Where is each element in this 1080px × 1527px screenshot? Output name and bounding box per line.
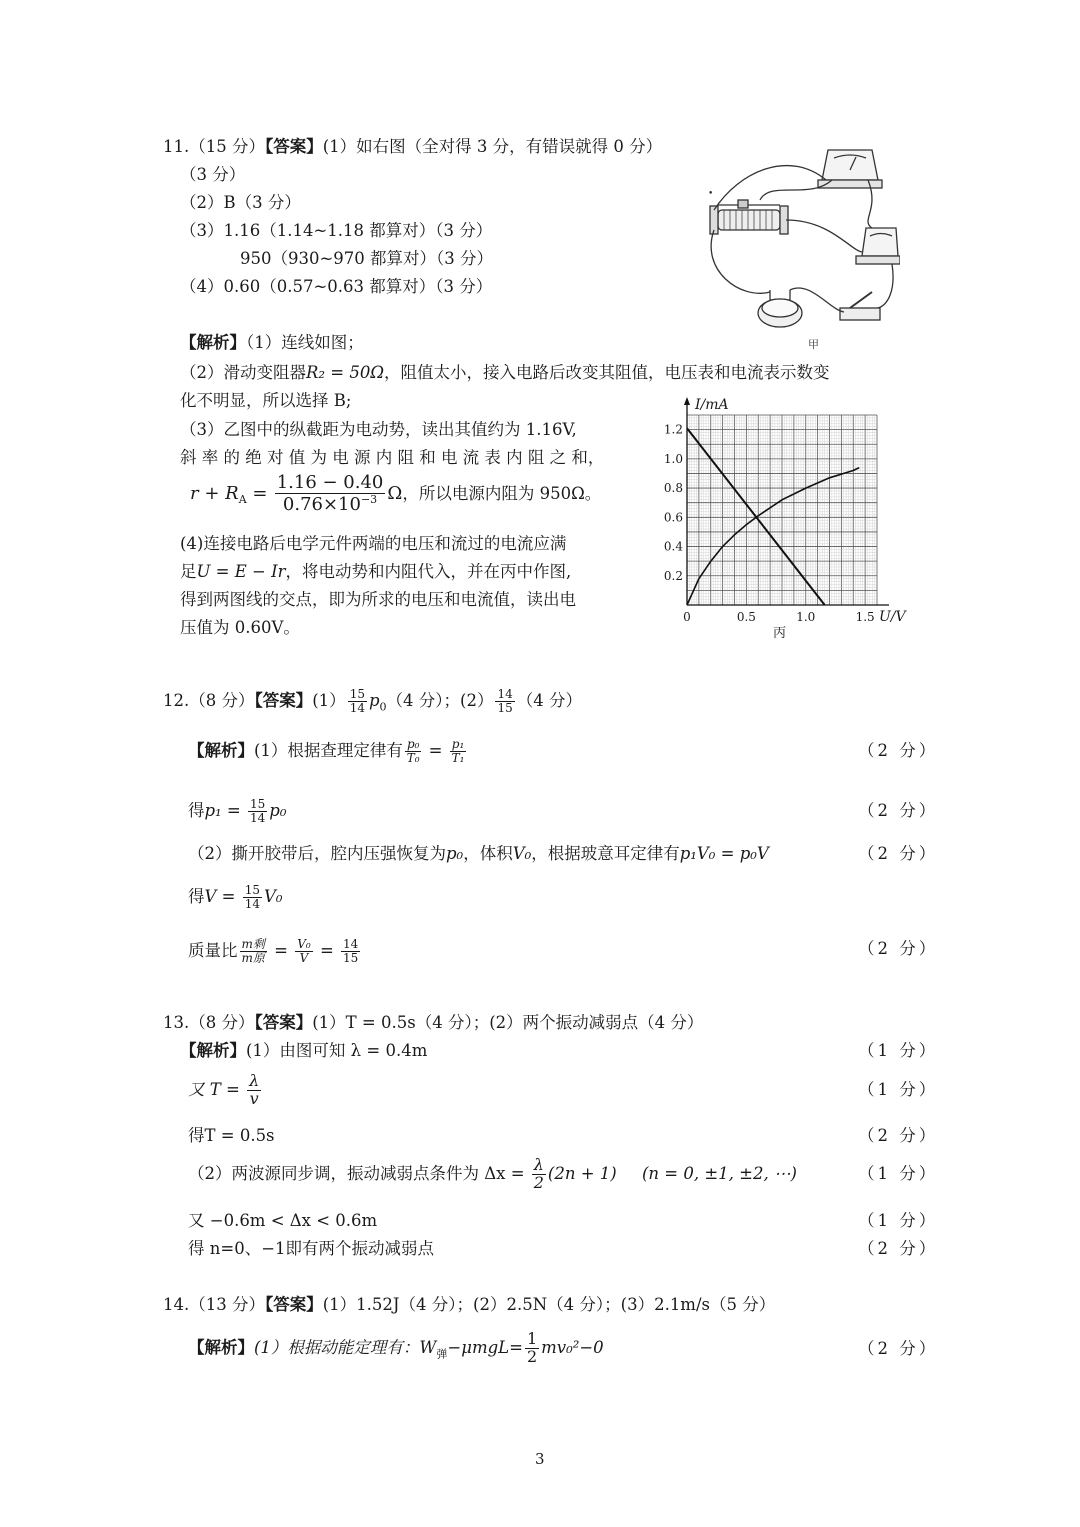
q13-analysis-5-points: （1 分）	[858, 1211, 939, 1230]
fraction-denominator: 14	[244, 897, 261, 911]
formula-fraction	[275, 474, 386, 515]
fraction	[240, 938, 267, 964]
fraction-denominator: v	[249, 1089, 259, 1108]
answer-label: 【答案】	[265, 137, 323, 156]
q14-answer-text: (1）1.52J（4 分）；(2）2.5N（4 分）；(3）2.1m/s（5 分）	[322, 1295, 776, 1314]
svg-text:•: •	[708, 189, 714, 199]
q12-analysis-3-p0: p₀	[446, 844, 464, 863]
q11-answer-4: （4）0.60（0.57~0.63 都算对）（3 分）	[180, 277, 493, 296]
q13-analysis-5: 又 −0.6m < Δx < 0.6m	[188, 1211, 378, 1230]
analysis-label: 【解析】	[188, 1338, 254, 1357]
fraction-denominator: T₀	[406, 751, 420, 765]
fraction-numerator: 15	[244, 883, 261, 898]
q13-answer-text: (1）T = 0.5s（4 分）；(2）两个振动减弱点（4 分）	[312, 1013, 704, 1032]
fraction	[532, 1157, 546, 1192]
q13-analysis-4-post: (2n + 1)	[547, 1164, 617, 1183]
y-tick-label: 1.0	[663, 451, 683, 466]
q12-analysis-5	[188, 934, 362, 968]
answer-label: 【答案】	[254, 691, 313, 710]
formula-post: ，所以电源内阻为 950Ω。	[402, 483, 602, 503]
fraction-numerator: p₁	[451, 737, 465, 752]
formula-equals: =	[246, 482, 268, 504]
q13-score: （8 分）	[189, 1013, 255, 1032]
q12-score: （8 分）	[189, 691, 255, 710]
x-tick-label: 1.0	[796, 610, 816, 624]
q12-analysis-4-pre: 得	[188, 887, 205, 906]
fraction-numerator: 15	[349, 687, 365, 702]
q11-analysis-2-post: ，阻值太小，接入电路后改变其阻值，电压表和电流表示数变	[384, 363, 830, 382]
fraction-denominator: m原	[241, 951, 265, 965]
q12-analysis-1-pre: (1）根据查理定律有	[254, 741, 403, 760]
y-axis-label: I/mA	[695, 397, 729, 413]
fraction-denominator: 15	[497, 701, 513, 715]
fraction-denominator: 15	[343, 951, 359, 965]
q14-analysis-1-mid: −μmgL=	[447, 1338, 523, 1357]
q11-number: 11.	[163, 137, 190, 156]
q12-analysis-3-formula: p₁V₀ = p₀V	[679, 844, 769, 863]
q12-analysis-3-points: （2 分）	[858, 844, 939, 863]
fraction-denominator: T₁	[451, 751, 465, 765]
q11-analysis-3b: 斜 率 的 绝 对 值 为 电 源 内 阻 和 电 流 表 内 阻 之 和，	[180, 448, 605, 467]
q11-answer-1-score: （3 分）	[180, 165, 246, 184]
q12-answer-1-var: p	[368, 691, 380, 710]
equals: =	[314, 941, 340, 960]
q14-analysis-1	[188, 1330, 604, 1372]
q11-analysis-2b: 化不明显，所以选择 B;	[180, 391, 352, 410]
q11-answer-1: (1）如右图（全对得 3 分，有错误就得 0 分）	[322, 137, 663, 156]
y-axis-arrow	[684, 397, 690, 405]
q11-answer-2: （2）B（3 分）	[180, 193, 301, 212]
q13-analysis-2-pre: 又 T =	[188, 1080, 246, 1099]
x-axis-label: U/V	[879, 609, 906, 625]
q11-analysis-4d: 压值为 0.60V。	[180, 618, 300, 637]
q12-number: 12.	[163, 691, 190, 710]
q11-analysis-3-formula	[190, 474, 601, 515]
q12-analysis-2	[188, 796, 286, 826]
q13-analysis-6: 得 n=0、−1即有两个振动减弱点	[188, 1239, 435, 1258]
q11-analysis-2-pre: （2）滑动变阻器	[180, 363, 306, 382]
analysis-label: 【解析】	[180, 333, 246, 352]
q12-answer-1-label: (1）	[312, 691, 346, 710]
q11-analysis-4c: 得到两图线的交点，即为所求的电压和电流值，读出电	[180, 590, 576, 609]
y-tick-label: 1.2	[663, 422, 683, 437]
fraction	[247, 1073, 261, 1108]
q11-analysis-4: (4)连接电路后电学元件两端的电压和流过的电流应满	[180, 534, 567, 553]
q12-analysis-2-var: p₀	[269, 801, 287, 820]
q11-analysis-1	[180, 332, 364, 354]
q12-analysis-4	[188, 882, 283, 912]
q14-score: （13 分）	[189, 1295, 265, 1314]
fraction	[248, 798, 267, 824]
q11-analysis-4b-formula: U = E − Ir	[196, 562, 286, 581]
q12-analysis-5-points: （2 分）	[858, 939, 939, 958]
q12-analysis-2-pre: 得	[188, 801, 205, 820]
q12-answer-2-fraction	[495, 688, 514, 714]
q12-analysis-2-lhs: p₁ =	[204, 801, 246, 820]
q11-answer-3: （3）1.16（1.14~1.18 都算对）（3 分）	[180, 221, 493, 240]
q12-analysis-2-points: （2 分）	[858, 801, 939, 820]
fraction	[405, 738, 422, 764]
q13-analysis-3-points: （2 分）	[858, 1126, 939, 1145]
fraction-denominator: 14	[349, 701, 365, 715]
fraction-denominator: 14	[250, 811, 266, 825]
fraction-denominator	[275, 494, 386, 515]
x-tick-label: 0	[683, 610, 691, 624]
figure-jia-caption: 甲	[808, 338, 819, 351]
q12-analysis-3	[188, 843, 769, 865]
denominator-base: 0.76×10	[282, 493, 361, 515]
y-tick-label: 0.8	[663, 481, 683, 496]
fraction	[243, 884, 262, 910]
analysis-label: 【解析】	[180, 1041, 246, 1060]
chart-caption: 丙	[773, 626, 787, 641]
q12-analysis-3-mid2: ，根据玻意耳定律有	[531, 844, 680, 863]
fraction	[450, 738, 467, 764]
fraction-numerator: p₀	[406, 737, 420, 752]
q12-answer-1-sub: 0	[379, 700, 387, 714]
circuit-figure	[700, 140, 900, 355]
q13-analysis-4	[188, 1156, 797, 1192]
fraction-numerator: 1	[526, 1329, 538, 1349]
q14-number: 14.	[163, 1295, 190, 1314]
q12-answer-2-score: （4 分）	[516, 691, 582, 710]
formula-unit: Ω	[387, 482, 403, 504]
q14-analysis-1-pre: (1）根据动能定理有：W	[254, 1338, 437, 1357]
q13-analysis-3: 得T = 0.5s	[188, 1126, 275, 1145]
q12-answer-1-fraction	[348, 688, 367, 714]
fraction-numerator: λ	[249, 1071, 260, 1091]
y-tick-label: 0.4	[663, 539, 683, 554]
q11-analysis-1-text: （1）连线如图；	[246, 333, 364, 352]
fraction-numerator: 14	[343, 937, 359, 952]
answer-label: 【答案】	[265, 1295, 323, 1314]
fraction-denominator: 2	[533, 1173, 544, 1192]
fraction-numerator: m剩	[241, 937, 265, 952]
q14-analysis-1-points: （2 分）	[858, 1339, 939, 1358]
q11-analysis-3: （3）乙图中的纵截距为电动势，读出其值约为 1.16V,	[180, 420, 577, 439]
q13-analysis-1	[180, 1040, 427, 1062]
fraction-denominator: 2	[526, 1347, 538, 1366]
q11-analysis-4b-pre: 足	[180, 562, 197, 581]
fraction-numerator: 14	[497, 687, 513, 702]
q13-analysis-4-points: （1 分）	[858, 1164, 939, 1183]
q11-analysis-2-formula: R₂ = 50Ω	[306, 363, 385, 382]
fraction	[525, 1331, 539, 1366]
q11-analysis-4b	[180, 561, 571, 583]
x-tick-label: 0.5	[736, 610, 756, 624]
q12-analysis-4-var: V₀	[264, 887, 283, 906]
fraction-numerator: 1.16 − 0.40	[276, 472, 384, 493]
q14-analysis-1-post: mv₀²−0	[541, 1338, 604, 1357]
denominator-exponent: −3	[360, 492, 378, 506]
answer-label: 【答案】	[254, 1013, 313, 1032]
q13-analysis-2-points: （1 分）	[858, 1080, 939, 1099]
q12-analysis-3-mid: ，体积	[463, 844, 513, 863]
q13-analysis-4-pre: （2）两波源同步调，振动减弱点条件为 Δx =	[188, 1164, 530, 1183]
fraction-denominator: V	[299, 951, 309, 965]
analysis-label: 【解析】	[188, 741, 254, 760]
q12-analysis-4-lhs: V =	[204, 887, 241, 906]
q13-analysis-2	[188, 1072, 263, 1108]
fraction	[341, 938, 360, 964]
q12-analysis-1-points: （2 分）	[858, 741, 939, 760]
q13-analysis-4-condition: (n = 0, ±1, ±2, ⋯)	[641, 1164, 797, 1183]
q11-analysis-4b-post: ，将电动势和内阻代入，并在丙中作图,	[285, 562, 572, 581]
q13-analysis-1-points: （1 分）	[858, 1041, 939, 1060]
fraction-numerator: λ	[533, 1155, 544, 1175]
q12-analysis-3-v0: V₀	[512, 844, 532, 863]
formula-lhs: r + R	[190, 482, 239, 504]
y-tick-label: 0.2	[663, 568, 683, 583]
q13-number: 13.	[163, 1013, 190, 1032]
x-tick-label: 1.5	[855, 610, 875, 624]
formula-lhs-sub: A	[238, 493, 247, 507]
q11-score: （15 分）	[189, 137, 265, 156]
q11-analysis-2	[180, 362, 830, 384]
q14-analysis-1-sub: 弹	[436, 1347, 448, 1361]
q13-header	[163, 1012, 703, 1034]
equals: =	[268, 941, 294, 960]
q13-analysis-6-points: （2 分）	[858, 1239, 939, 1258]
q12-analysis-5-pre: 质量比	[188, 941, 238, 960]
q12-analysis-1	[188, 736, 468, 766]
iv-chart	[655, 395, 925, 645]
fraction-numerator: 15	[250, 797, 266, 812]
fraction	[295, 938, 312, 964]
q12-analysis-3-pre: （2）撕开胶带后，腔内压强恢复为	[188, 844, 446, 863]
q13-analysis-1-text: (1）由图可知 λ = 0.4m	[246, 1041, 428, 1060]
fraction-numerator: V₀	[297, 937, 311, 952]
q11-answer-3b: 950（930~970 都算对）（3 分）	[240, 249, 494, 268]
q12-header	[163, 686, 582, 722]
q12-answer-1-score: （4 分）；(2）	[386, 691, 494, 710]
page-number: 3	[535, 1450, 545, 1468]
q11-header	[163, 136, 662, 158]
equals: =	[423, 741, 448, 760]
q14-header	[163, 1294, 775, 1316]
y-tick-label: 0.6	[663, 510, 683, 525]
